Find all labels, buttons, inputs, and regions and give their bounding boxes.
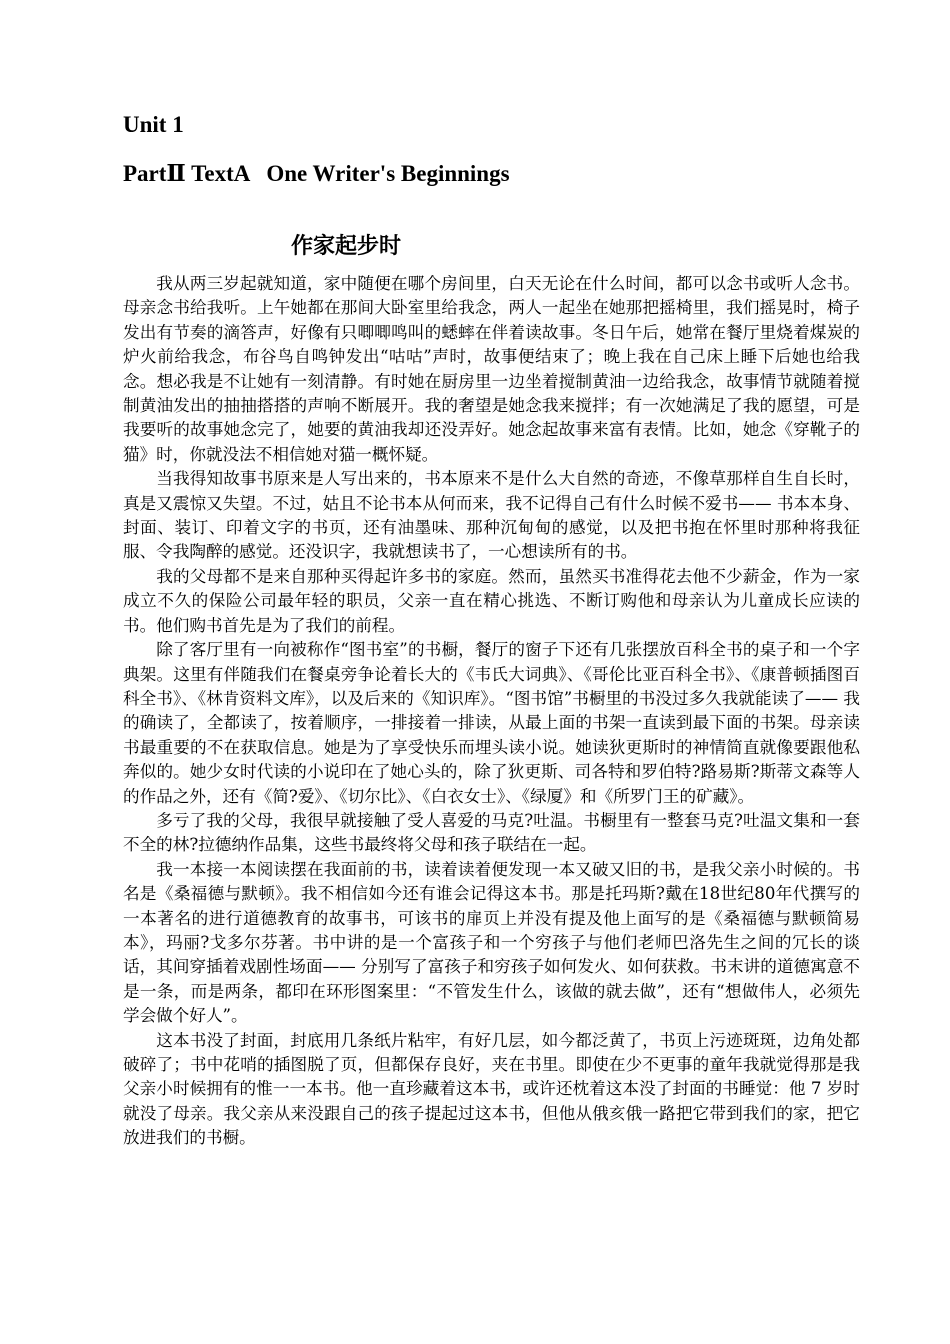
unit-heading: Unit 1: [123, 112, 184, 137]
paragraph: 我的父母都不是来自那种买得起许多书的家庭。然而，虽然买书准得花去他不少薪金，作为一家成立不久的保险公司最年轻的职员，父亲一直在精心挑选、不断订购他和母亲认为儿童成长应读的书。他们购书首先是为了我们的前程。: [123, 566, 860, 635]
article-body: [123, 272, 860, 1151]
paragraph: 我一本接一本阅读摆在我面前的书，读着读着便发现一本又破又旧的书，是我父亲小时候的。书名是《桑福德与默顿》。我不相信如今还有谁会记得这本书。那是托玛斯?戴在18世纪80年代撰写的一本著名的进行道德教育的故事书，可该书的扉页上并没有提及他上面写的是《桑福德与默顿简易本》，玛丽?戈多尔芬著。书中讲的是一个富孩子和一个穷孩子与他们老师巴洛先生之间的冗长的谈话，其间穿插着戏剧性场面—— 分别写了富孩子和穷孩子如何发火、如何获救。书末讲的道德寓意不是一条，而是两条，都印在环形图案里：“不管发生什么，该做的就去做”，还有“想做伟人，必须先学会做个好人”。: [123, 859, 860, 1026]
part-heading: PartⅡ TextA One Writer's Beginnings: [123, 161, 510, 186]
paragraph: 这本书没了封面，封底用几条纸片粘牢，有好几层，如今都泛黄了，书页上污迹斑斑，边角处都破碎了；书中花哨的插图脱了页，但都保存良好，夹在书里。即使在少不更事的童年我就觉得那是我父亲小时候拥有的惟一一本书。他一直珍藏着这本书，或许还枕着这本没了封面的书睡觉：他 7 岁时就没了母亲。我父亲从来没跟自己的孩子提起过这本书，但他从俄亥俄一路把它带到我们的家，把它放进我们的书橱。: [123, 1030, 860, 1148]
paragraph: 当我得知故事书原来是人写出来的，书本原来不是什么大自然的奇迹，不像草那样自生自长时，真是又震惊又失望。不过，姑且不论书本从何而来，我不记得自己有什么时候不爱书—— 书本本身、封面、装订、印着文字的书页，还有油墨味、那种沉甸甸的感觉，以及把书抱在怀里时那种将我征服、令我陶醉的感觉。还没识字，我就想读书了，一心想读所有的书。: [123, 469, 860, 562]
paragraph: 多亏了我的父母，我很早就接触了受人喜爱的马克?吐温。书橱里有一整套马克?吐温文集和一套不全的林?拉德纳作品集，这些书最终将父母和孩子联结在一起。: [123, 810, 860, 855]
paragraph: 除了客厅里有一向被称作“图书室”的书橱，餐厅的窗子下还有几张摆放百科全书的桌子和一个字典架。这里有伴随我们在餐桌旁争论着长大的《韦氏大词典》、《哥伦比亚百科全书》、《康普顿插图百科全书》、《林肯资料文库》，以及后来的《知识库》。“图书馆”书橱里的书没过多久我就能读了—— 我的确读了，全都读了，按着顺序，一排接着一排读，从最上面的书架一直读到最下面的书架。母亲读书最重要的不在获取信息。她是为了享受快乐而埋头读小说。她读狄更斯时的神情简直就像要跟他私奔似的。她少女时代读的小说印在了她心头的，除了狄更斯、司各特和罗伯特?路易斯?斯蒂文森等人的作品之外，还有《简?爱》、《切尔比》、《白衣女士》、《绿厦》和《所罗门王的矿藏》。: [123, 640, 860, 806]
article-title: 作家起步时: [291, 234, 402, 259]
paragraph: 我从两三岁起就知道，家中随便在哪个房间里，白天无论在什么时间，都可以念书或听人念书。母亲念书给我听。上午她都在那间大卧室里给我念，两人一起坐在她那把摇椅里，我们摇晃时，椅子发出有节奏的滴答声，好像有只唧唧鸣叫的蟋蟀在伴着读故事。冬日午后，她常在餐厅里烧着煤炭的炉火前给我念，布谷鸟自鸣钟发出“咕咕”声时，故事便结束了；晚上我在自己床上睡下后她也给我念。想必我是不让她有一刻清静。有时她在厨房里一边坐着搅制黄油一边给我念，故事情节就随着搅制黄油发出的抽抽搭搭的声响不断展开。我的奢望是她念我来搅拌；有一次她满足了我的愿望，可是我要听的故事她念完了，她要的黄油我却还没弄好。她念起故事来富有表情。比如，她念《穿靴子的猫》时，你就没法不相信她对猫一概怀疑。: [123, 274, 860, 464]
